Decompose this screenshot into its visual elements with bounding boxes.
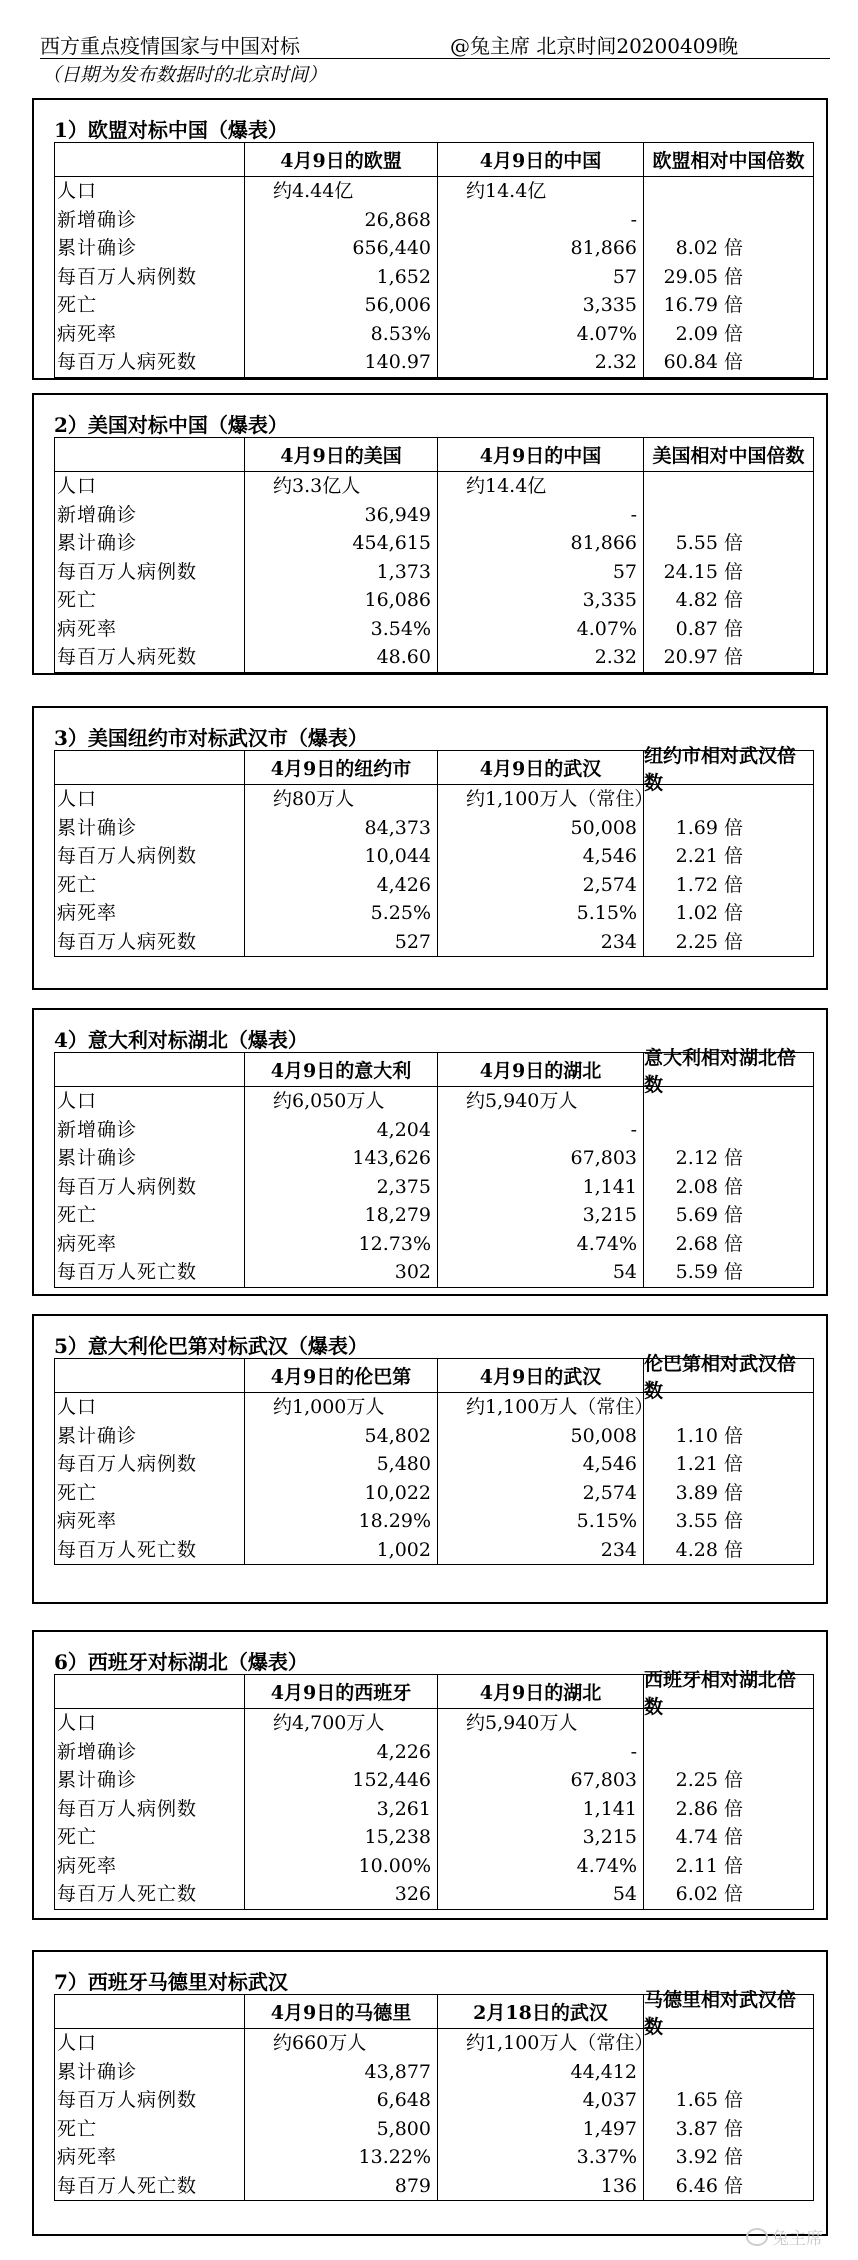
table-column [244, 1087, 437, 1287]
author-line: @兔主席 北京时间20200409晚 [450, 34, 739, 58]
table-cell: 4,204 [376, 1118, 431, 1141]
table-cell: 10,044 [364, 845, 431, 867]
column-header [55, 1675, 244, 1708]
table-cell: 12.73% [358, 1232, 431, 1255]
table-cell: 3,335 [582, 589, 637, 611]
table-header-row [55, 1988, 813, 2038]
table-cell: 16.79 倍 [663, 294, 743, 316]
table-section [32, 393, 828, 675]
table-column [55, 2029, 244, 2200]
table-column [55, 1087, 244, 1287]
table-column [643, 472, 813, 672]
table-cell: 234 [600, 1538, 637, 1561]
table-cell: 67,803 [570, 1769, 637, 1791]
table-section [32, 1950, 828, 2236]
table-cell: 1.65 倍 [675, 2089, 743, 2111]
table-cell: 2.25 倍 [675, 930, 743, 953]
table-cell: 44,412 [570, 2060, 637, 2083]
column-header: 4月9日的伦巴第 [244, 1359, 437, 1392]
table-cell [644, 1738, 813, 1767]
row-label: 病死率 [57, 1510, 118, 1532]
table-cell [644, 1087, 813, 1116]
table-cell: 43,877 [364, 2060, 431, 2083]
table-cell: 326 [394, 1883, 431, 1905]
column-header: 4月9日的马德里 [244, 1995, 437, 2028]
section-title: 2）美国对标中国（爆表） [54, 413, 288, 437]
row-label: 每百万人死亡数 [57, 1261, 198, 1283]
table-cell: 约4,700万人 [273, 1712, 385, 1734]
table-cell [644, 177, 813, 206]
table-cell: 5.55 倍 [675, 532, 743, 554]
table-cell: 约1,100万人（常住） [466, 1396, 654, 1418]
table-column [244, 1393, 437, 1564]
table-column [55, 1709, 244, 1909]
data-table [54, 1046, 814, 1288]
table-header-row [55, 438, 813, 472]
table-body [55, 472, 813, 672]
table-cell: 18,279 [364, 1204, 431, 1226]
table-cell: 2.25 倍 [675, 1769, 743, 1791]
table-cell: 18.29% [358, 1510, 431, 1532]
table-cell: 152,446 [352, 1769, 431, 1791]
column-header: 4月9日的意大利 [244, 1053, 437, 1086]
table-cell: 2.32 [594, 646, 637, 668]
table-column [55, 177, 244, 377]
row-label: 每百万人病例数 [57, 1797, 198, 1820]
table-cell: 2.86 倍 [675, 1797, 743, 1820]
table-cell: 879 [394, 2174, 431, 2197]
data-table [54, 437, 814, 673]
row-label: 累计确诊 [57, 1147, 138, 1169]
table-cell: 约4.44亿 [273, 180, 354, 202]
table-cell: 4.74% [576, 1854, 637, 1877]
table-cell: 54 [612, 1261, 637, 1283]
table-column [643, 177, 813, 377]
table-header-row [55, 143, 813, 177]
table-cell: 4,037 [582, 2089, 637, 2111]
table-cell: 54 [612, 1883, 637, 1905]
table-cell: 6.46 倍 [675, 2174, 743, 2197]
column-header: 4月9日的武汉 [437, 1359, 643, 1392]
table-column [643, 785, 813, 956]
table-cell: 约5,940万人 [466, 1712, 578, 1734]
row-label: 人口 [57, 180, 98, 202]
table-cell: 5.15% [576, 902, 637, 924]
column-header: 4月9日的中国 [437, 438, 643, 471]
section-title: 5）意大利伦巴第对标武汉（爆表） [54, 1334, 368, 1358]
table-column [643, 1709, 813, 1909]
table-cell: 3.89 倍 [675, 1481, 743, 1504]
table-column [55, 472, 244, 672]
row-label: 新增确诊 [57, 1118, 138, 1141]
table-cell: 4.28 倍 [675, 1538, 743, 1561]
table-column [437, 2029, 654, 2200]
column-header: 4月9日的武汉 [437, 751, 643, 784]
table-cell: 4.74% [576, 1232, 637, 1255]
table-column [437, 177, 643, 377]
table-header-row [55, 1352, 813, 1402]
table-cell: 4.74 倍 [675, 1826, 743, 1848]
table-cell: 2.09 倍 [675, 322, 743, 345]
table-cell: 50,008 [570, 816, 637, 839]
table-cell: 3,335 [582, 294, 637, 316]
table-cell: 约5,940万人 [466, 1090, 578, 1112]
table-cell: 54,802 [364, 1424, 431, 1447]
row-label: 累计确诊 [57, 1424, 138, 1447]
table-cell: 1,141 [582, 1175, 637, 1198]
table-cell: 81,866 [570, 237, 637, 259]
table-cell: 约80万人 [273, 788, 355, 810]
row-label: 每百万人病例数 [57, 1175, 198, 1198]
row-label: 人口 [57, 1396, 98, 1418]
column-header: 4月9日的西班牙 [244, 1675, 437, 1708]
table-cell: 48.60 [376, 646, 431, 668]
row-label: 病死率 [57, 617, 118, 640]
row-label: 每百万人死亡数 [57, 1538, 198, 1561]
table-column [244, 177, 437, 377]
row-label: 每百万人死亡数 [57, 1883, 198, 1905]
table-cell: 4,226 [376, 1740, 431, 1763]
table-section [32, 1630, 828, 1920]
table-cell: 3.37% [576, 2146, 637, 2168]
table-cell: 4.82 倍 [675, 589, 743, 611]
table-cell: 5.15% [576, 1510, 637, 1532]
row-label: 每百万人病例数 [57, 560, 198, 583]
table-body [55, 1709, 813, 1909]
row-label: 人口 [57, 475, 98, 497]
row-label: 每百万人病例数 [57, 1453, 198, 1475]
section-title: 1）欧盟对标中国（爆表） [54, 118, 288, 142]
table-cell: - [630, 208, 637, 231]
table-cell: 2,375 [376, 1175, 431, 1198]
table-cell: 8.02 倍 [675, 237, 743, 259]
table-cell: 2,574 [582, 1481, 637, 1504]
table-cell: 15,238 [364, 1826, 431, 1848]
table-column [643, 2029, 813, 2200]
row-label: 死亡 [57, 2117, 98, 2140]
row-label: 新增确诊 [57, 208, 138, 231]
table-cell: 3,261 [376, 1797, 431, 1820]
row-label: 每百万人死亡数 [57, 2174, 198, 2197]
table-cell: 3,215 [582, 1204, 637, 1226]
table-cell: 10.00% [358, 1854, 431, 1877]
table-cell [644, 1709, 813, 1738]
table-section [32, 1008, 828, 1296]
table-cell: 136 [600, 2174, 637, 2197]
column-header: 欧盟相对中国倍数 [643, 143, 813, 176]
table-cell [644, 472, 813, 501]
table-cell: 1,002 [376, 1538, 431, 1561]
table-cell: 1,141 [582, 1797, 637, 1820]
table-cell: 约1,100万人（常住） [466, 788, 654, 810]
table-cell: 1.69 倍 [675, 816, 743, 839]
table-cell: 3.92 倍 [675, 2146, 743, 2168]
table-cell: 57 [612, 265, 637, 288]
column-header [55, 1359, 244, 1392]
data-table [54, 744, 814, 957]
table-column [244, 2029, 437, 2200]
table-cell: 8.53% [370, 322, 431, 345]
row-label: 死亡 [57, 1204, 98, 1226]
row-label: 死亡 [57, 1826, 98, 1848]
table-cell: 约6,050万人 [273, 1090, 385, 1112]
column-header: 西班牙相对湖北倍数 [643, 1675, 813, 1708]
watermark [746, 2224, 823, 2249]
table-cell: 84,373 [364, 816, 431, 839]
table-cell: 143,626 [352, 1147, 431, 1169]
table-cell [644, 1116, 813, 1145]
table-header-row [55, 1046, 813, 1096]
row-label: 病死率 [57, 1854, 118, 1877]
table-column [437, 1709, 643, 1909]
column-header [55, 1053, 244, 1086]
column-header: 纽约市相对武汉倍数 [643, 751, 813, 784]
table-column [55, 785, 244, 956]
table-cell: 1.02 倍 [675, 902, 743, 924]
table-cell: 302 [394, 1261, 431, 1283]
table-cell: 57 [612, 560, 637, 583]
table-cell: 3.87 倍 [675, 2117, 743, 2140]
column-header: 4月9日的欧盟 [244, 143, 437, 176]
table-cell: 约14.4亿 [466, 180, 547, 202]
column-header [55, 143, 244, 176]
row-label: 每百万人病例数 [57, 265, 198, 288]
table-cell: 234 [600, 930, 637, 953]
row-label: 每百万人病死数 [57, 930, 198, 953]
table-column [643, 1087, 813, 1287]
table-cell: 26,868 [364, 208, 431, 231]
table-cell: - [630, 1740, 637, 1763]
table-cell: 60.84 倍 [663, 351, 743, 373]
row-label: 新增确诊 [57, 503, 138, 526]
table-cell: 5,800 [376, 2117, 431, 2140]
table-body [55, 2029, 813, 2200]
table-cell: 1,652 [376, 265, 431, 288]
row-label: 死亡 [57, 873, 98, 896]
table-header-row [55, 744, 813, 794]
table-cell: 67,803 [570, 1147, 637, 1169]
table-cell: 4,546 [582, 1453, 637, 1475]
row-label: 死亡 [57, 589, 98, 611]
table-cell: 6,648 [376, 2089, 431, 2111]
row-label: 病死率 [57, 1232, 118, 1255]
table-cell: 4,546 [582, 845, 637, 867]
table-cell: 50,008 [570, 1424, 637, 1447]
table-column [244, 1709, 437, 1909]
table-cell: 1.21 倍 [675, 1453, 743, 1475]
table-column [643, 1393, 813, 1564]
table-cell [644, 2058, 813, 2087]
table-section [32, 1314, 828, 1604]
table-cell: 16,086 [364, 589, 431, 611]
table-cell: 约1,000万人 [273, 1396, 385, 1418]
table-cell: 约3.3亿人 [273, 475, 361, 497]
row-label: 病死率 [57, 322, 118, 345]
table-cell: - [630, 1118, 637, 1141]
column-header [55, 1995, 244, 2028]
data-table [54, 1988, 814, 2201]
table-cell: 20.97 倍 [663, 646, 743, 668]
table-cell [644, 1393, 813, 1422]
table-cell [644, 2029, 813, 2058]
row-label: 人口 [57, 2032, 98, 2054]
row-label: 死亡 [57, 294, 98, 316]
table-section [32, 98, 828, 380]
table-cell: 10,022 [364, 1481, 431, 1504]
table-cell: 2.32 [594, 351, 637, 373]
table-cell: 2.08 倍 [675, 1175, 743, 1198]
table-cell: 2.11 倍 [675, 1854, 743, 1877]
table-cell: 140.97 [364, 351, 431, 373]
table-column [437, 1087, 643, 1287]
page-title: 西方重点疫情国家与中国对标 [40, 34, 300, 58]
column-header: 4月9日的纽约市 [244, 751, 437, 784]
table-body [55, 1393, 813, 1564]
table-cell: 1,497 [582, 2117, 637, 2140]
date-note: （日期为发布数据时的北京时间） [42, 64, 328, 86]
table-cell: 5.69 倍 [675, 1204, 743, 1226]
row-label: 累计确诊 [57, 816, 138, 839]
column-header: 马德里相对武汉倍数 [643, 1995, 813, 2028]
table-cell: 2.68 倍 [675, 1232, 743, 1255]
table-cell [644, 206, 813, 235]
row-label: 死亡 [57, 1481, 98, 1504]
table-column [55, 1393, 244, 1564]
table-section [32, 706, 828, 990]
row-label: 每百万人病死数 [57, 646, 198, 668]
column-header: 4月9日的湖北 [437, 1053, 643, 1086]
table-cell: 1,373 [376, 560, 431, 583]
row-label: 病死率 [57, 902, 118, 924]
row-label: 累计确诊 [57, 1769, 138, 1791]
column-header [55, 438, 244, 471]
table-body [55, 177, 813, 377]
column-header: 4月9日的中国 [437, 143, 643, 176]
table-cell: 1.10 倍 [675, 1424, 743, 1447]
table-cell: 4,426 [376, 873, 431, 896]
watermark-text: 兔主席 [772, 2229, 823, 2249]
table-cell: 3.54% [370, 617, 431, 640]
table-column [437, 472, 643, 672]
row-label: 每百万人病例数 [57, 845, 198, 867]
table-cell [644, 785, 813, 814]
section-title: 6）西班牙对标湖北（爆表） [54, 1650, 308, 1674]
table-column [437, 1393, 654, 1564]
table-cell: 3.55 倍 [675, 1510, 743, 1532]
row-label: 累计确诊 [57, 2060, 138, 2083]
column-header: 4月9日的美国 [244, 438, 437, 471]
table-cell: 6.02 倍 [675, 1883, 743, 1905]
table-cell: 36,949 [364, 503, 431, 526]
page-header [40, 26, 830, 59]
table-column [244, 472, 437, 672]
table-cell: 24.15 倍 [663, 560, 743, 583]
row-label: 病死率 [57, 2146, 118, 2168]
table-cell: 1.72 倍 [675, 873, 743, 896]
section-title: 7）西班牙马德里对标武汉 [54, 1970, 288, 1994]
column-header: 2月18日的武汉 [437, 1995, 643, 2028]
table-cell: 2,574 [582, 873, 637, 896]
table-cell: 约660万人 [273, 2032, 367, 2054]
table-cell: - [630, 503, 637, 526]
table-column [437, 785, 654, 956]
column-header: 美国相对中国倍数 [643, 438, 813, 471]
table-cell: 56,006 [364, 294, 431, 316]
row-label: 人口 [57, 1090, 98, 1112]
section-title: 4）意大利对标湖北（爆表） [54, 1028, 308, 1052]
table-cell: 4.07% [576, 617, 637, 640]
table-cell [644, 501, 813, 530]
row-label: 新增确诊 [57, 1740, 138, 1763]
table-cell: 2.12 倍 [675, 1147, 743, 1169]
table-cell: 5.25% [370, 902, 431, 924]
table-cell: 2.21 倍 [675, 845, 743, 867]
column-header: 意大利相对湖北倍数 [643, 1053, 813, 1086]
table-cell: 81,866 [570, 532, 637, 554]
table-cell: 29.05 倍 [663, 265, 743, 288]
column-header: 4月9日的湖北 [437, 1675, 643, 1708]
table-cell: 0.87 倍 [675, 617, 743, 640]
table-body [55, 1087, 813, 1287]
table-column [244, 785, 437, 956]
column-header [55, 751, 244, 784]
table-body [55, 785, 813, 956]
table-cell: 4.07% [576, 322, 637, 345]
table-cell: 13.22% [358, 2146, 431, 2168]
table-cell: 527 [394, 930, 431, 953]
data-table [54, 1668, 814, 1910]
table-cell: 656,440 [352, 237, 431, 259]
column-header: 伦巴第相对武汉倍数 [643, 1359, 813, 1392]
table-header-row [55, 1668, 813, 1718]
data-table [54, 142, 814, 378]
row-label: 每百万人病死数 [57, 351, 198, 373]
data-table [54, 1352, 814, 1565]
row-label: 累计确诊 [57, 532, 138, 554]
row-label: 每百万人病例数 [57, 2089, 198, 2111]
table-cell: 454,615 [352, 532, 431, 554]
row-label: 人口 [57, 1712, 98, 1734]
section-title: 3）美国纽约市对标武汉市（爆表） [54, 726, 368, 750]
table-cell: 约1,100万人（常住） [466, 2032, 654, 2054]
table-cell: 3,215 [582, 1826, 637, 1848]
table-cell: 5.59 倍 [675, 1261, 743, 1283]
table-cell: 约14.4亿 [466, 475, 547, 497]
row-label: 人口 [57, 788, 98, 810]
table-cell: 5,480 [376, 1453, 431, 1475]
weibo-icon [746, 2228, 768, 2246]
row-label: 累计确诊 [57, 237, 138, 259]
